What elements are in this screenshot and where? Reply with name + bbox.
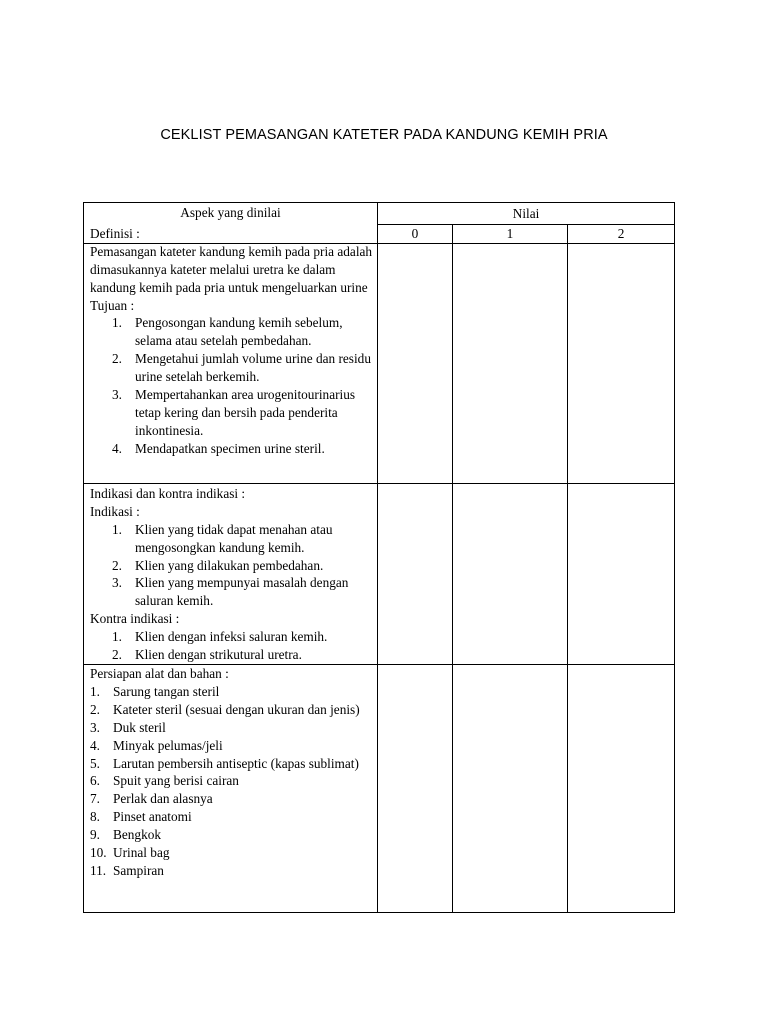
list-item-text: Bengkok [113,827,162,843]
score-0: 0 [378,225,453,244]
score-cell[interactable] [378,483,453,664]
section-persiapan-row [84,664,675,912]
tujuan-item [90,314,373,350]
kontra-indikasi-label: Kontra indikasi : [90,611,180,627]
tujuan-list [90,314,373,457]
score-cell[interactable] [378,243,453,483]
indikasi-kontra-label: Indikasi dan kontra indikasi : [90,485,246,501]
indikasi-item [90,521,373,557]
list-item-text: Urinal bag [113,845,170,861]
score-cell[interactable] [568,483,675,664]
persiapan-list [90,683,373,880]
header-row [84,203,675,225]
list-item-number: 11. [90,862,107,878]
persiapan-item [90,790,373,808]
score-cell[interactable] [453,483,568,664]
persiapan-item [90,862,373,880]
list-item-number: 3. [112,575,122,591]
score-2: 2 [568,225,675,244]
list-item-text: Klien dengan infeksi saluran kemih. [135,629,328,645]
list-item-number: 1. [112,629,122,645]
score-cell[interactable] [568,243,675,483]
persiapan-item [90,683,373,701]
header-aspek: Aspek yang dinilai [84,203,378,244]
section-definisi-row [84,243,675,483]
list-item-number: 2. [112,647,122,663]
kontra-indikasi-item [90,646,373,664]
persiapan-item [90,808,373,826]
indikasi-cell [84,483,378,664]
list-item-text: Pengosongan kandung kemih sebelum, selama atau setelah pembedahan. [135,315,343,349]
persiapan-item [90,719,373,737]
list-item-number: 1. [90,683,100,699]
list-item-text: Minyak pelumas/jeli [113,737,223,753]
list-item-number: 4. [112,440,122,456]
list-item-text: Kateter steril (sesuai dengan ukuran dan jenis) [113,701,360,717]
indikasi-item [90,574,373,610]
list-item-number: 8. [90,809,100,825]
list-item-text: Sarung tangan steril [113,683,220,699]
score-cell[interactable] [453,243,568,483]
list-item-text: Spuit yang berisi cairan [113,773,239,789]
list-item-text: Perlak dan alasnya [113,791,213,807]
persiapan-label: Persiapan alat dan bahan : [90,665,229,681]
list-item-number: 3. [112,387,122,403]
persiapan-item [90,844,373,862]
indikasi-label: Indikasi : [90,503,140,519]
list-item-text: Klien yang tidak dapat menahan atau mengosongkan kandung kemih. [135,521,333,555]
list-item-text: Mengetahui jumlah volume urine dan residu urine setelah berkemih. [135,351,371,385]
indikasi-item [90,557,373,575]
list-item-number: 5. [90,755,100,771]
list-item-number: 2. [112,351,122,367]
header-nilai: Nilai [378,203,675,225]
list-item-text: Klien dengan strikutural uretra. [135,647,302,663]
score-cell[interactable] [453,664,568,912]
persiapan-cell [84,664,378,912]
list-item-text: Larutan pembersih antiseptic (kapas sublimat) [113,755,359,771]
persiapan-item [90,701,373,719]
list-item-text: Klien yang dilakukan pembedahan. [135,557,324,573]
persiapan-item [90,826,373,844]
persiapan-item [90,772,373,790]
list-item-text: Mempertahankan area urogenitourinarius tetap kering dan bersih pada penderita inkontinesia. [135,387,356,438]
definisi-label: Definisi : [90,225,140,241]
list-item-number: 3. [90,719,100,735]
list-item-text: Mendapatkan specimen urine steril. [135,440,325,456]
definisi-cell [84,225,378,483]
tujuan-item [90,350,373,386]
tujuan-label: Tujuan : [90,297,135,313]
indikasi-list [90,521,373,611]
score-1: 1 [453,225,568,244]
list-item-number: 2. [90,701,100,717]
kontra-indikasi-list [90,628,373,664]
score-cell[interactable] [568,664,675,912]
list-item-number: 1. [112,521,122,537]
persiapan-item [90,755,373,773]
list-item-text: Sampiran [113,862,164,878]
section-indikasi-row [84,483,675,664]
tujuan-item [90,440,373,458]
checklist-table [83,202,675,913]
list-item-text: Klien yang mempunyai masalah dengan saluran kemih. [135,575,349,609]
list-item-number: 2. [112,557,122,573]
list-item-number: 4. [90,737,100,753]
list-item-number: 9. [90,827,100,843]
list-item-number: 6. [90,773,100,789]
tujuan-item [90,386,373,440]
definisi-text: Pemasangan kateter kandung kemih pada pria adalah dimasukannya kateter melalui uretra ke dalam kandung kemih pada pria untuk mengeluarkan urine [90,243,373,295]
score-cell[interactable] [378,664,453,912]
list-item-number: 10. [90,845,107,861]
list-item-number: 1. [112,315,122,331]
kontra-indikasi-item [90,628,373,646]
list-item-text: Duk steril [113,719,166,735]
document-title: CEKLIST PEMASANGAN KATETER PADA KANDUNG KEMIH PRIA [160,127,608,143]
list-item-number: 7. [90,791,100,807]
persiapan-item [90,737,373,755]
list-item-text: Pinset anatomi [113,809,192,825]
